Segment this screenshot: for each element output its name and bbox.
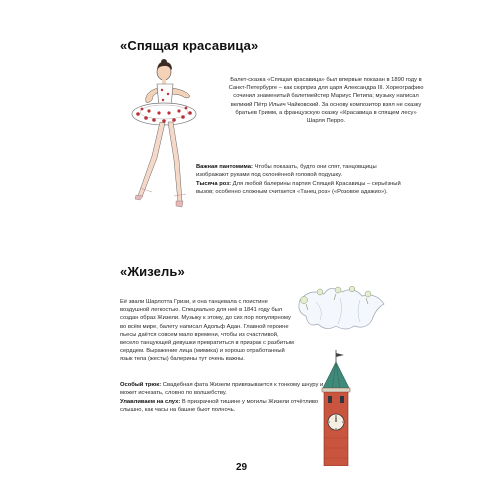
pantomime-text: Чтобы показать, будто они спят, танцовщицы изображают руками под склонённой головой подушку. bbox=[196, 164, 377, 179]
listen-text: В призрачной тишине у могилы Жизели отчётливо слышно, как часы на башне бьют полночь. bbox=[120, 399, 319, 414]
page-number: 29 bbox=[236, 462, 248, 473]
trick-paragraph bbox=[120, 381, 330, 397]
sleeping-beauty-title: «Спящая красавица» bbox=[120, 38, 259, 53]
listen-label: Улавливаем на слух: bbox=[120, 399, 181, 405]
giselle-title: «Жизель» bbox=[120, 264, 185, 279]
rose-text: Для любой балерины партия Спящей Красавицы – серьёзный вызов; особенно сложным считается «Танец роз» («Розовое адажио»). bbox=[196, 181, 401, 196]
trick-label: Особый трюк: bbox=[120, 382, 162, 388]
pantomime-label: Важная пантомима: bbox=[196, 164, 253, 170]
giselle-intro: Её звали Шарлотта Гризи, и она танцевала с поистине воздушной легкостью. Специально для неё в 1841 году был создан образ Жизели. Музыку к этому, до сих пор популярному во всём мире, балету написал Адольф Адан. Главной героине пьесы даётся совсем мало времени, чтобы из счастливой, весело танцующей девушки превратиться в призрак с разбитым сердцем. Выражение лица (мимика) и хорошо отработанный язык тела (жесты) балерины тут очень важны. bbox=[120, 299, 294, 363]
trick-text: Свадебная фата Жизели привязывается к тонкому шнуру и может исчезать, словно по волшебству. bbox=[120, 382, 324, 397]
rose-label: Тысяча роз: bbox=[196, 181, 232, 187]
listen-paragraph bbox=[120, 398, 335, 414]
pantomime-paragraph bbox=[196, 163, 406, 179]
ghost-veil-illustration bbox=[290, 280, 390, 335]
sleeping-beauty-intro: Балет-сказка «Спящая красавица» был впервые показан в 1890 году в Санкт-Петербурге – как сюрприз для царя Александра III. Хореографию сочинил знаменитый балетмейстер Мариус Петипа; музыку написал великий Пётр Ильич Чайковский. За основу композитор взял не сказку братьев Гримм, а французскую сказку «Красавица в спящем лесу» Шарля Перро. bbox=[228, 77, 424, 125]
clock-tower-illustration bbox=[312, 348, 360, 466]
rose-paragraph bbox=[196, 180, 406, 196]
